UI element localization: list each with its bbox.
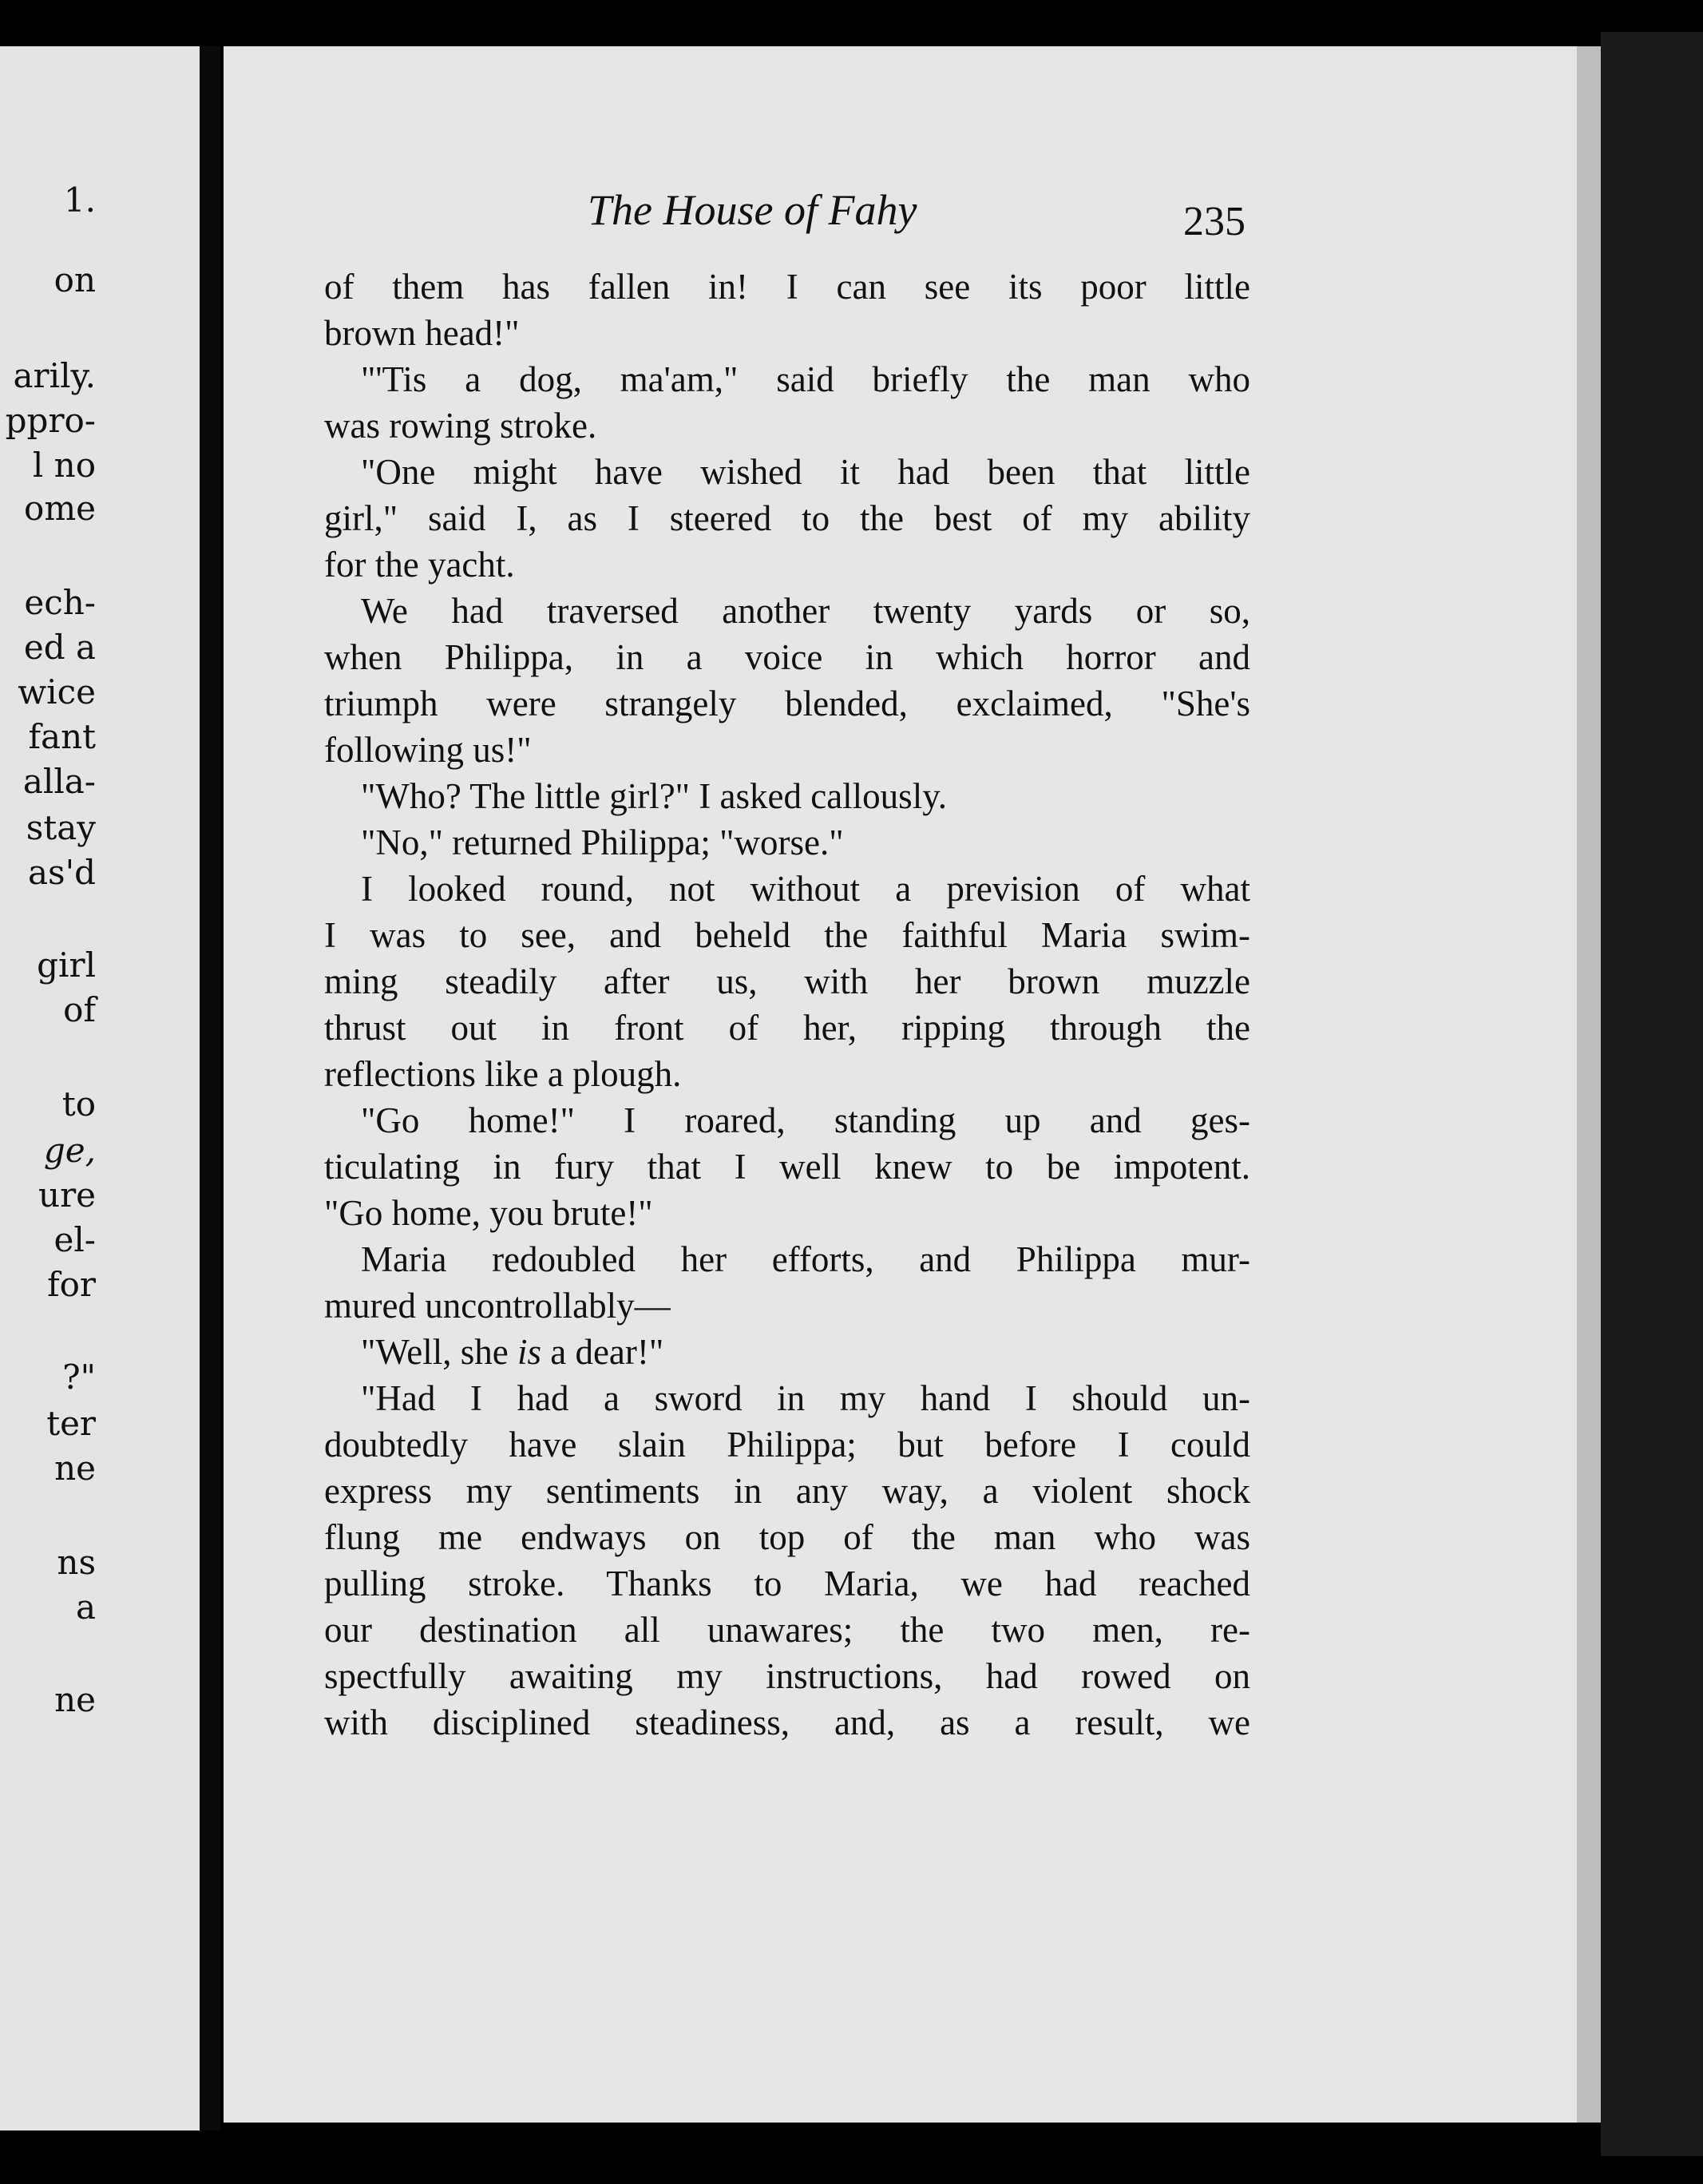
text-line: when Philippa, in a voice in which horror and [324, 637, 1250, 677]
text-line: of them has fallen in! I can see its poor little [324, 267, 1250, 307]
text-line: following us!" [324, 730, 532, 770]
text-line: I was to see, and beheld the faithful Maria swim- [324, 915, 1250, 955]
left-fragment: ne [54, 1680, 96, 1719]
text-line: We had traversed another twenty yards or so, [361, 591, 1250, 631]
left-fragment: to [61, 1084, 96, 1124]
text-line: for the yacht. [324, 545, 515, 585]
left-fragment: ter [46, 1404, 96, 1443]
text-line: "Go home, you brute!" [324, 1193, 653, 1233]
page-number: 235 [1183, 199, 1246, 244]
text-line: ticulating in fury that I well knew to be impotent. [324, 1147, 1250, 1187]
text-line: was rowing stroke. [324, 406, 597, 446]
text-line: pulling stroke. Thanks to Maria, we had reached [324, 1564, 1250, 1603]
left-fragment: alla- [22, 762, 96, 801]
left-fragment: ed a [23, 628, 96, 667]
text-line: ming steadily after us, with her brown muzzle [324, 961, 1250, 1001]
text-line: I looked round, not without a prevision of what [361, 869, 1250, 909]
text-line: reflections like a plough. [324, 1054, 682, 1094]
left-fragment: of [63, 990, 96, 1029]
left-fragment: wice [18, 672, 96, 711]
left-fragment: stay [26, 808, 96, 847]
text-line: with disciplined steadiness, and, as a result, we [324, 1702, 1250, 1742]
body-text [324, 264, 1250, 1746]
text-line: "Go home!" I roared, standing up and ges- [361, 1100, 1250, 1140]
left-fragment: ech- [24, 583, 96, 622]
text-line: "Who? The little girl?" I asked callously. [361, 776, 948, 816]
running-head: The House of Fahy [588, 186, 917, 234]
left-fragment: on [53, 260, 96, 299]
emphasized-word: is [517, 1332, 541, 1372]
left-fragment: a [75, 1587, 96, 1627]
text-line [324, 1329, 1250, 1375]
left-fragment: girl [37, 945, 96, 985]
left-fragment: ppro- [5, 401, 96, 440]
left-fragment: arily. [13, 356, 96, 395]
text-line: doubtedly have slain Philippa; but before I could [324, 1425, 1250, 1465]
page-edge [1577, 46, 1601, 2123]
text-line: mured uncontrollably— [324, 1286, 671, 1326]
text-line: express my sentiments in any way, a violent shock [324, 1471, 1250, 1511]
left-fragment: ne [54, 1449, 96, 1488]
text-line: thrust out in front of her, ripping through the [324, 1008, 1250, 1048]
text-line: "No," returned Philippa; "worse." [361, 822, 844, 862]
book-gutter [200, 46, 220, 2130]
text-line: our destination all unawares; the two men, re- [324, 1610, 1250, 1650]
text-line: triumph were strangely blended, exclaimed, "She's [324, 684, 1250, 723]
left-fragment: 1. [63, 180, 96, 220]
book-edge-shadow [1601, 32, 1703, 2156]
text-segment: "Well, she [361, 1332, 517, 1372]
text-line: "One might have wished it had been that little [361, 452, 1250, 492]
left-fragment: el- [53, 1220, 96, 1259]
text-line: spectfully awaiting my instructions, had rowed on [324, 1656, 1250, 1696]
text-line: girl," said I, as I steered to the best of my ability [324, 498, 1250, 538]
text-segment: a dear!" [541, 1332, 664, 1372]
left-fragment: ?" [62, 1358, 96, 1397]
text-line: "Had I had a sword in my hand I should un- [361, 1378, 1250, 1418]
left-fragment: ome [24, 489, 96, 528]
left-page [0, 46, 214, 2130]
left-fragment: ure [38, 1175, 96, 1215]
text-line: brown head!" [324, 313, 520, 353]
left-fragment: for [47, 1265, 96, 1304]
left-fragment: ns [57, 1543, 96, 1582]
text-line: Maria redoubled her efforts, and Philippa mur- [361, 1239, 1250, 1279]
left-fragment: as'd [27, 853, 96, 892]
text-line: "'Tis a dog, ma'am," said briefly the man who [361, 359, 1250, 399]
left-fragment: l no [32, 446, 96, 485]
left-fragment: fant [28, 717, 96, 756]
text-line: flung me endways on top of the man who was [324, 1517, 1250, 1557]
left-fragment: ge, [43, 1131, 96, 1170]
